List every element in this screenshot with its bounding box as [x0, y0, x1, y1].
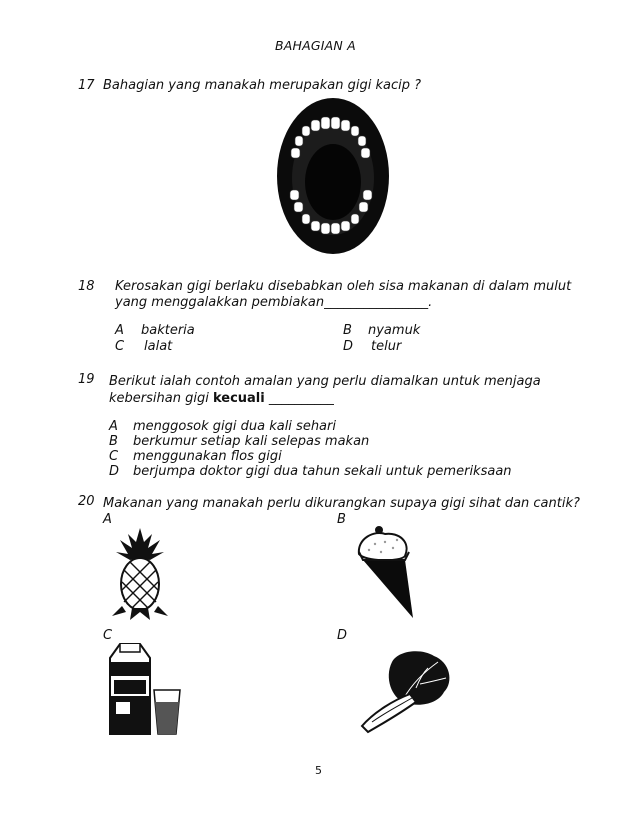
- q19-option-a-letter: A: [109, 419, 118, 434]
- question-20-number: 20: [78, 494, 95, 509]
- page-number: 5: [315, 764, 322, 777]
- q18-option-b-text: nyamuk: [368, 323, 421, 338]
- pineapple-image: [108, 528, 172, 620]
- q20-option-a-letter: A: [103, 512, 112, 527]
- q19-option-b-letter: B: [109, 434, 118, 449]
- q18-option-d-text: telur: [371, 339, 402, 354]
- q19-option-c-text: menggunakan flos gigi: [133, 449, 282, 464]
- question-18-line-1: Kerosakan gigi berlaku disebabkan oleh sisa makanan di dalam mulut: [115, 279, 572, 294]
- milk-carton-and-glass-image: [106, 640, 186, 736]
- q20-option-b-letter: B: [337, 512, 346, 527]
- question-19-blank: __________: [264, 391, 334, 406]
- question-18-number: 18: [78, 279, 95, 294]
- ice-cream-cone-image: [355, 524, 419, 622]
- q19-option-b-text: berkumur setiap kali selepas makan: [133, 434, 370, 449]
- q18-option-c-text: lalat: [144, 339, 173, 354]
- q20-option-d-letter: D: [337, 628, 348, 643]
- q19-option-d-text: berjumpa doktor gigi dua tahun sekali untuk pemeriksaan: [133, 464, 512, 479]
- q18-option-c-letter: C: [115, 339, 125, 354]
- leafy-vegetable-image: [358, 648, 456, 734]
- section-title: BAHAGIAN A: [275, 38, 356, 53]
- question-19-line-1: Berikut ialah contoh amalan yang perlu diamalkan untuk menjaga: [109, 374, 541, 389]
- q18-option-b-letter: B: [343, 323, 352, 338]
- open-mouth-image: [276, 96, 391, 256]
- q19-option-c-letter: C: [109, 449, 119, 464]
- question-18-line-2: yang menggalakkan pembiakan________________.: [115, 295, 433, 310]
- question-19-number: 19: [78, 372, 95, 387]
- question-17-number: 17: [78, 78, 95, 93]
- question-17-text: Bahagian yang manakah merupakan gigi kacip ?: [103, 78, 422, 93]
- question-20-text: Makanan yang manakah perlu dikurangkan supaya gigi sihat dan cantik?: [103, 496, 580, 511]
- question-19-line-2: [109, 391, 334, 407]
- q20-option-c-letter: C: [103, 628, 113, 643]
- q18-option-a-letter: A: [115, 323, 124, 338]
- question-19-keyword: kecuali: [212, 391, 265, 406]
- q19-option-d-letter: D: [109, 464, 120, 479]
- q18-option-a-text: bakteria: [141, 323, 195, 338]
- q19-option-a-text: menggosok gigi dua kali sehari: [133, 419, 336, 434]
- question-19-line-2-prefix: kebersihan gigi: [109, 391, 213, 406]
- q18-option-d-letter: D: [343, 339, 354, 354]
